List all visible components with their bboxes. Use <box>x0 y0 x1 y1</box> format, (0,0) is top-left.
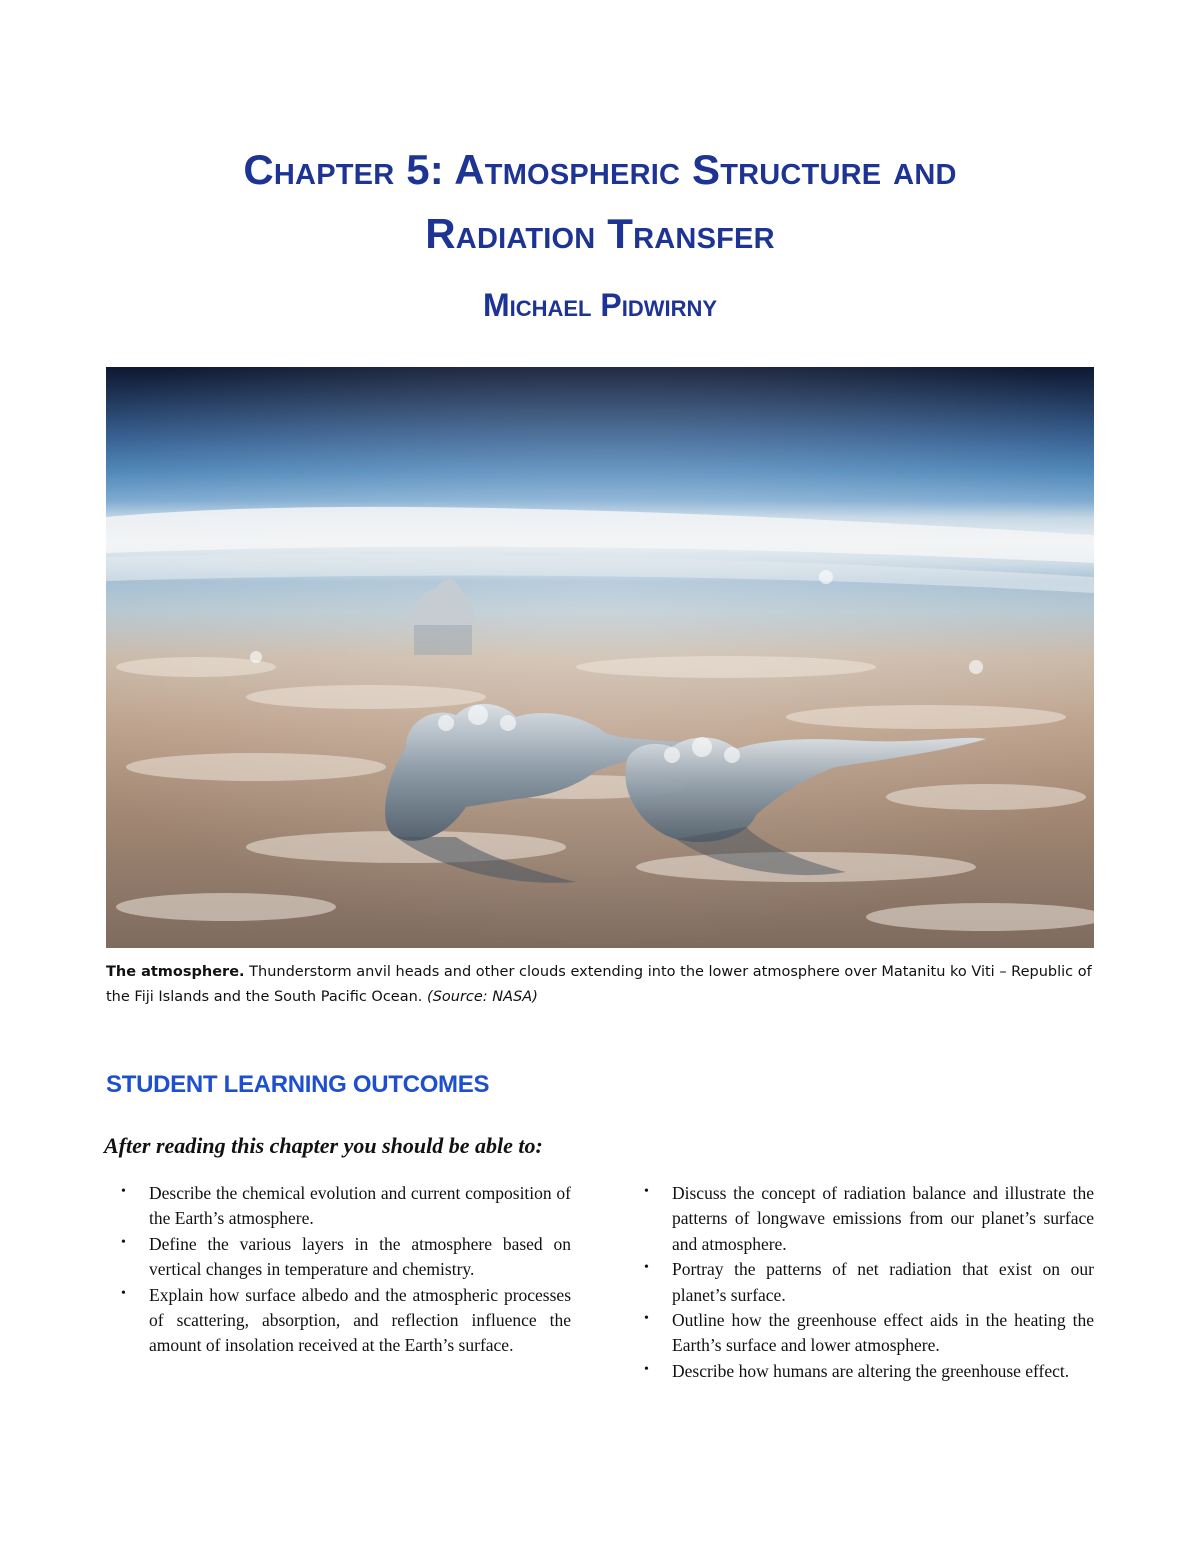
chapter-title <box>0 138 1200 266</box>
figure-caption <box>106 960 1096 1010</box>
bullet-icon: • <box>121 1234 126 1250</box>
section-heading: STUDENT LEARNING OUTCOMES <box>106 1071 490 1098</box>
chapter-title-line-2: Radiation Transfer <box>425 210 775 257</box>
bullet-icon: • <box>644 1260 649 1276</box>
caption-body: Thunderstorm anvil heads and other clouds extending into the lower atmosphere over Matanitu ko Viti – Republic of the Fiji Islands and the South Pacific Ocean. <box>106 964 1092 1005</box>
outcome-item <box>644 1257 1094 1308</box>
outcome-item <box>644 1308 1094 1359</box>
outcome-item <box>644 1181 1094 1257</box>
outcome-text: Portray the patterns of net radiation that exist on our planet’s surface. <box>672 1259 1094 1305</box>
outcome-item <box>121 1283 571 1359</box>
outcome-text: Discuss the concept of radiation balance and illustrate the patterns of longwave emissions from our planet’s surface and atmosphere. <box>672 1183 1094 1254</box>
outcome-text: Outline how the greenhouse effect aids in the heating the Earth’s surface and lower atmosphere. <box>672 1310 1094 1356</box>
caption-source: (Source: NASA) <box>427 989 538 1005</box>
outcome-item <box>121 1232 571 1283</box>
bullet-icon: • <box>121 1285 126 1301</box>
outcome-text: Explain how surface albedo and the atmospheric processes of scattering, absorption, and reflection influence the amount of insolation received at the Earth’s surface. <box>149 1284 571 1356</box>
atmosphere-photo <box>106 367 1094 948</box>
chapter-title-line-1: Chapter 5: Atmospheric Structure and <box>243 146 957 193</box>
outcomes-list-right <box>644 1181 1094 1384</box>
outcome-item <box>644 1359 1094 1384</box>
caption-lead: The atmosphere. <box>106 964 245 980</box>
bullet-icon: • <box>644 1311 649 1327</box>
bullet-icon: • <box>121 1184 126 1199</box>
atmosphere-photo-drawing <box>106 367 1094 948</box>
outcome-text: Define the various layers in the atmosphere based on vertical changes in temperature and chemistry. <box>149 1233 571 1280</box>
outcomes-intro: After reading this chapter you should be able to: <box>104 1133 543 1158</box>
outcome-item <box>121 1181 571 1232</box>
outcome-text: Describe how humans are altering the greenhouse effect. <box>672 1360 1070 1381</box>
outcomes-list-left <box>121 1181 571 1359</box>
bullet-icon: • <box>644 1184 649 1199</box>
author-name: Michael Pidwirny <box>482 287 718 323</box>
bullet-icon: • <box>644 1361 649 1377</box>
outcome-text: Describe the chemical evolution and current composition of the Earth’s atmosphere. <box>149 1183 571 1229</box>
